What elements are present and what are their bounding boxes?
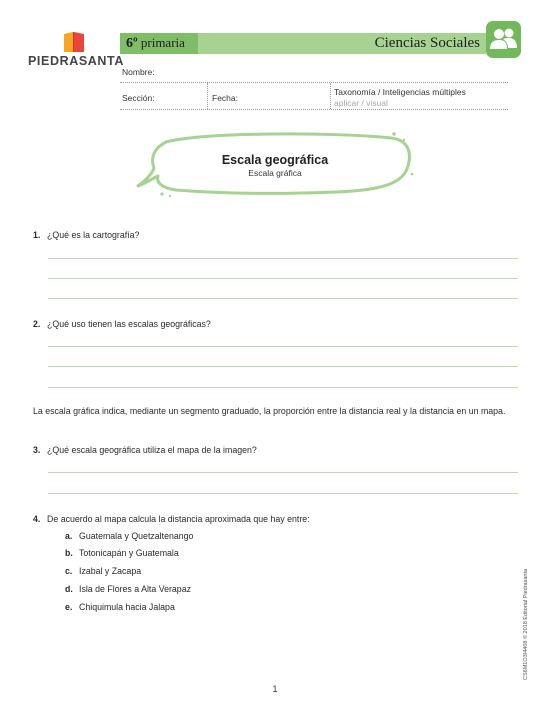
subject-title: Ciencias Sociales: [374, 35, 480, 51]
question-text: De acuerdo al mapa calcula la distancia aproximada que hay entre:: [47, 514, 310, 524]
item-letter: d.: [65, 584, 73, 594]
list-item: [65, 566, 141, 576]
section-date-separator: [207, 83, 208, 109]
answer-line[interactable]: [48, 387, 518, 388]
question-number: 4.: [33, 514, 41, 524]
date-taxonomy-separator: [330, 83, 331, 109]
question-text: ¿Qué escala geográfica utiliza el mapa de la imagen?: [47, 445, 257, 455]
question-4: [33, 514, 310, 524]
item-text: Izabal y Zacapa: [79, 566, 142, 576]
list-item: [65, 602, 175, 612]
answer-line[interactable]: [48, 278, 518, 279]
question-number: 3.: [33, 445, 41, 455]
question-number: 2.: [33, 319, 41, 329]
item-letter: e.: [65, 602, 73, 612]
answer-line[interactable]: [48, 298, 518, 299]
question-1: [33, 230, 139, 240]
grade-number: 6º: [126, 36, 138, 51]
taxonomy-block: [334, 87, 466, 109]
list-item: [65, 548, 179, 558]
name-label: Nombre:: [122, 67, 155, 77]
piedrasanta-logo-icon: [62, 30, 86, 54]
list-item: [65, 531, 193, 541]
item-letter: a.: [65, 531, 73, 541]
section-label: Sección:: [122, 93, 155, 103]
copyright-code: CS6M1O3I4408 © 2018 Editorial Piedrasanta: [523, 568, 529, 680]
question-number: 1.: [33, 230, 41, 240]
answer-line[interactable]: [48, 346, 518, 347]
item-text: Isla de Flores a Alta Verapaz: [79, 584, 191, 594]
grade-label: [126, 35, 185, 52]
worksheet-title: Escala geográfica: [221, 153, 329, 167]
taxonomy-values: aplicar / visual: [334, 98, 388, 108]
date-label: Fecha:: [212, 93, 238, 103]
question-2: [33, 319, 211, 329]
question-3: [33, 445, 257, 455]
item-text: Totonicapán y Guatemala: [79, 548, 179, 558]
worksheet-subtitle: Escala gráfica: [248, 168, 302, 178]
taxonomy-label: Taxonomía / Inteligencias múltiples: [334, 87, 466, 97]
answer-line[interactable]: [48, 258, 518, 259]
answer-line[interactable]: [48, 366, 518, 367]
question-text: ¿Qué es la cartografía?: [47, 230, 140, 240]
list-item: [65, 584, 191, 594]
people-badge: [486, 21, 521, 58]
publisher-logo-text: PIEDRASANTA: [28, 54, 124, 68]
item-text: Chiquimula hacia Jalapa: [79, 602, 175, 612]
answer-line[interactable]: [48, 472, 518, 473]
grade-level: primaria: [140, 35, 185, 50]
name-divider: [120, 82, 508, 83]
page-number: 1: [272, 684, 278, 694]
people-icon: [486, 21, 521, 58]
item-text: Guatemala y Quetzaltenango: [79, 531, 194, 541]
item-letter: b.: [65, 548, 73, 558]
question-text: ¿Qué uso tienen las escalas geográficas?: [47, 319, 211, 329]
item-letter: c.: [65, 566, 73, 576]
section-divider: [120, 109, 508, 110]
info-paragraph: La escala gráfica indica, mediante un segmento graduado, la proporción entre la distancia real y la distancia en un mapa.: [33, 406, 506, 416]
answer-line[interactable]: [48, 493, 518, 494]
